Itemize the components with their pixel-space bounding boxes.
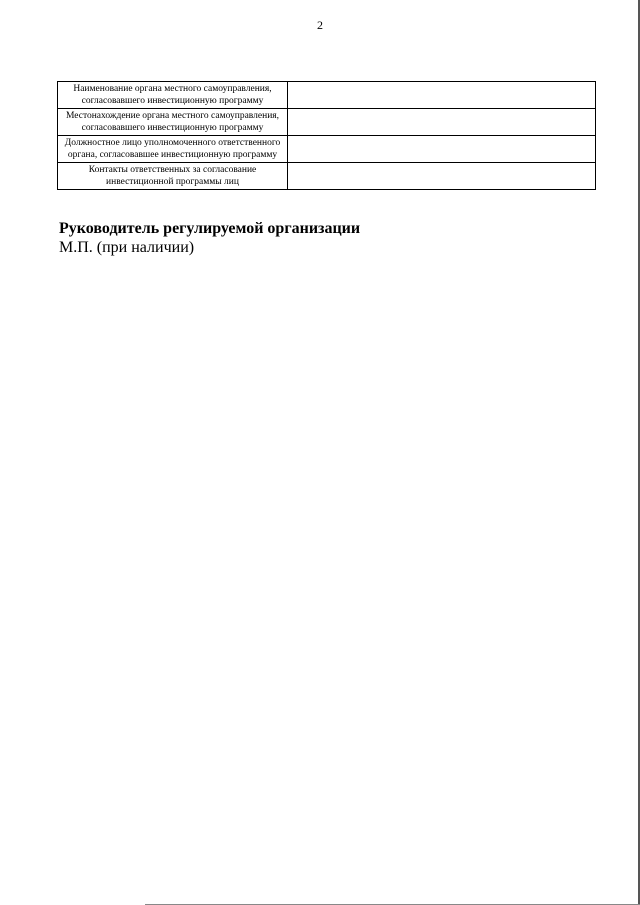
row-value-contacts bbox=[288, 163, 596, 190]
row-label-authority-location: Местонахождение органа местного самоуправления, согласовавшего инвестиционную программу bbox=[58, 109, 288, 136]
row-label-official: Должностное лицо уполномоченного ответственного органа, согласовавшее инвестиционную программу bbox=[58, 136, 288, 163]
table-row bbox=[58, 109, 596, 136]
approval-info-table bbox=[57, 81, 596, 190]
stamp-note: М.П. (при наличии) bbox=[59, 239, 195, 256]
row-label-authority-name: Наименование органа местного самоуправления, согласовавшего инвестиционную программу bbox=[58, 82, 288, 109]
row-value-official bbox=[288, 136, 596, 163]
row-value-authority-name bbox=[288, 82, 596, 109]
table-row bbox=[58, 82, 596, 109]
table-row bbox=[58, 136, 596, 163]
signature-title: Руководитель регулируемой организации bbox=[59, 220, 361, 237]
row-value-authority-location bbox=[288, 109, 596, 136]
page-number: 2 bbox=[317, 18, 323, 32]
row-label-contacts: Контакты ответственных за согласование инвестиционной программы лиц bbox=[58, 163, 288, 190]
table-row bbox=[58, 163, 596, 190]
